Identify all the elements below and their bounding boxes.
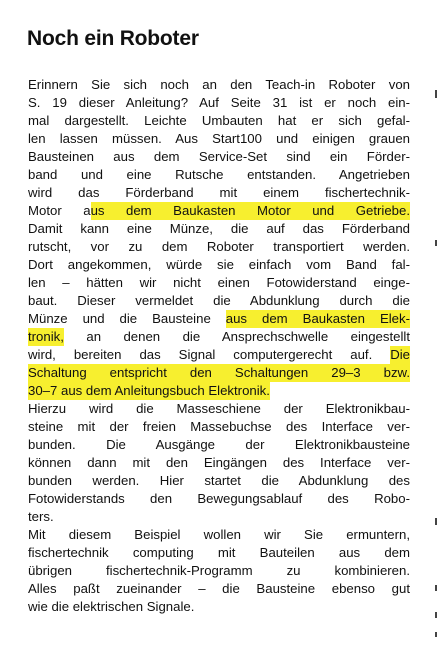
text-line — [28, 112, 410, 130]
page-title: Noch ein Roboter — [27, 27, 199, 50]
body-text — [28, 76, 410, 616]
text-line — [28, 436, 410, 454]
text-segment: wird das Förderband mit einem fischertechnik- — [28, 185, 410, 200]
text-segment: rutscht, vor zu dem Roboter transportiert werden. — [28, 239, 410, 254]
text-segment: wird, bereiten das Signal computergerecht auf. — [28, 347, 391, 362]
text-segment: wie die elektrischen Signale. — [28, 599, 195, 614]
text-line — [28, 418, 410, 436]
text-segment: S. 19 dieser Anleitung? Auf Seite 31 ist er noch ein- — [28, 95, 410, 110]
text-segment: ters. — [28, 509, 54, 524]
text-segment: bunden. Die Ausgänge der Elektronikbausteine — [28, 437, 410, 452]
text-line — [28, 454, 410, 472]
highlighted-text: Die — [390, 347, 410, 362]
text-line — [28, 580, 410, 598]
text-segment: übrigen fischertechnik-Programm zu kombinieren. — [28, 563, 410, 578]
text-line — [28, 238, 410, 256]
text-segment: Damit kann eine Münze, die auf das Förderband — [28, 221, 410, 236]
text-line — [28, 148, 410, 166]
text-line — [28, 364, 410, 382]
text-line — [28, 328, 410, 346]
text-segment: Dort angekommen, würde sie einfach vom Band fal- — [28, 257, 410, 272]
text-line — [28, 274, 410, 292]
text-line — [28, 508, 410, 526]
text-line — [28, 184, 410, 202]
text-segment: Motor a — [28, 203, 91, 218]
text-line — [28, 256, 410, 274]
text-line — [28, 562, 410, 580]
text-segment: an denen die Ansprechschwelle eingestellt — [63, 329, 410, 344]
text-line — [28, 382, 410, 400]
text-segment: baut. Dieser vermeldet die Abdunklung durch die — [28, 293, 410, 308]
text-line — [28, 526, 410, 544]
text-line — [28, 472, 410, 490]
text-line — [28, 400, 410, 418]
text-segment: band und eine Rutsche entstanden. Angetrieben — [28, 167, 410, 182]
text-segment: len lassen müssen. Aus Start100 und einigen grauen — [28, 131, 410, 146]
text-segment: Bausteinen aus dem Service-Set sind ein Förder- — [28, 149, 410, 164]
highlighted-text: 30–7 aus dem Anleitungsbuch Elektronik. — [28, 383, 270, 398]
text-line — [28, 166, 410, 184]
text-segment: Hierzu wird die Masseschiene der Elektronikbau- — [28, 401, 410, 416]
text-segment: Mit diesem Beispiel wollen wir Sie ermuntern, — [28, 527, 410, 542]
text-segment: Fotowiderstands den Bewegungsablauf des Robo- — [28, 491, 410, 506]
highlighted-text: aus dem Baukasten Elek- — [225, 311, 410, 326]
text-segment: bunden werden. Hier startet die Abdunklung des — [28, 473, 410, 488]
highlighted-text: tronik, — [28, 329, 64, 344]
text-segment: können dann mit den Eingängen des Interface ver- — [28, 455, 410, 470]
text-segment: mal dargestellt. Leichte Umbauten hat er sich gefal- — [28, 113, 410, 128]
highlighted-text: Schaltung entspricht den Schaltungen 29–3 bzw. — [28, 365, 410, 380]
text-line — [28, 310, 410, 328]
text-segment: Alles paßt zueinander – die Bausteine ebenso gut — [28, 581, 410, 596]
highlighted-text: us dem Baukasten Motor und Getriebe. — [90, 203, 410, 218]
text-segment: Erinnern Sie sich noch an den Teach-in Roboter von — [28, 77, 410, 92]
text-line — [28, 346, 410, 364]
text-line — [28, 292, 410, 310]
text-segment: steine mit der freien Massebuchse des Interface ver- — [28, 419, 410, 434]
text-line — [28, 490, 410, 508]
text-segment: Münze und die Bausteine — [28, 311, 226, 326]
text-line — [28, 544, 410, 562]
text-line — [28, 94, 410, 112]
text-line — [28, 130, 410, 148]
text-line — [28, 202, 410, 220]
text-segment: len – hätten wir nicht einen Fotowiderstand einge- — [28, 275, 410, 290]
text-line — [28, 76, 410, 94]
text-line — [28, 220, 410, 238]
text-segment: fischertechnik computing mit Bauteilen aus dem — [28, 545, 410, 560]
text-line — [28, 598, 410, 616]
